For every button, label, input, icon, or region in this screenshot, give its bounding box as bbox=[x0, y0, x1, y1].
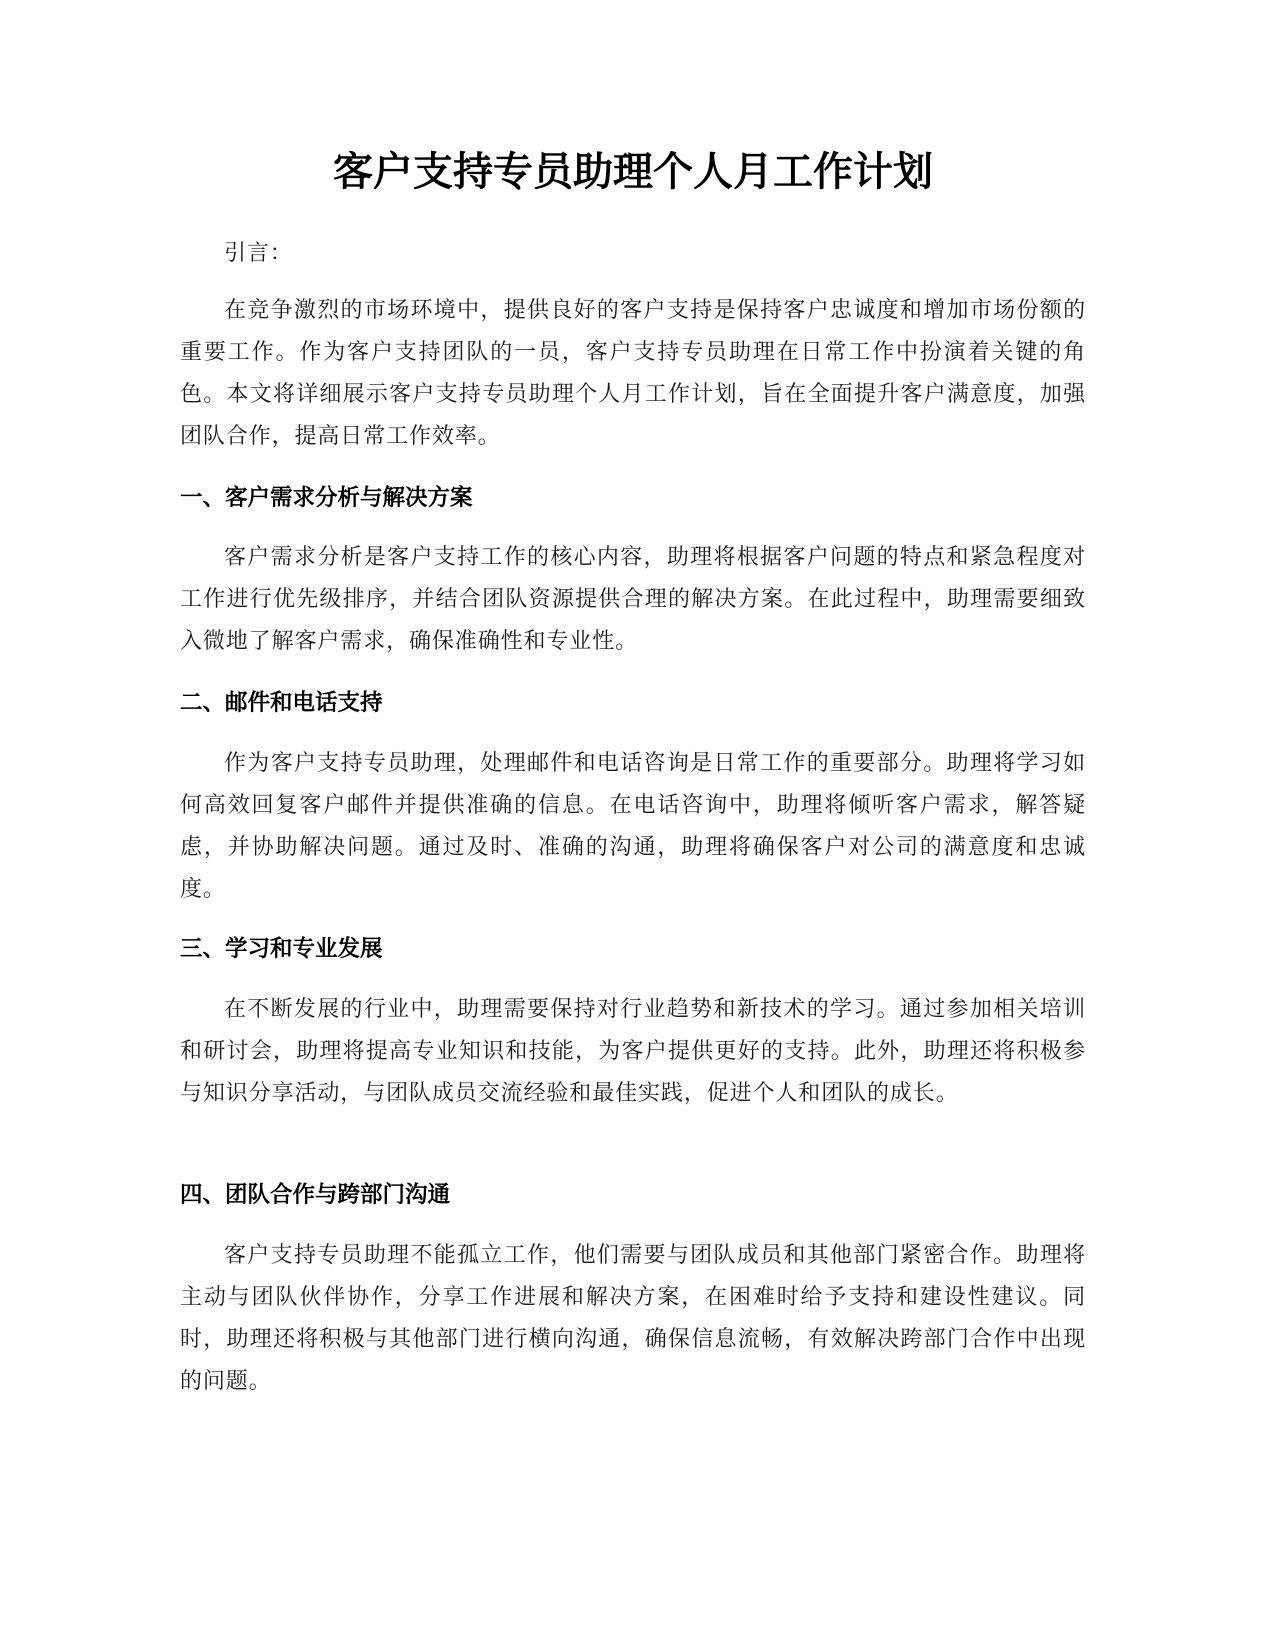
section-body-1: 客户需求分析是客户支持工作的核心内容，助理将根据客户问题的特点和紧急程度对工作进行优先级排序，并结合团队资源提供合理的解决方案。在此过程中，助理需要细致入微地了解客户需求，确保准确性和专业性。 bbox=[180, 545, 1086, 654]
document-page bbox=[180, 0, 1086, 1650]
intro-label: 引言： bbox=[224, 241, 293, 266]
section-body-4: 客户支持专员助理不能孤立工作，他们需要与团队成员和其他部门紧密合作。助理将主动与团队伙伴协作，分享工作进展和解决方案，在困难时给予支持和建设性建议。同时，助理还将积极与其他部门进行横向沟通，确保信息流畅，有效解决跨部门合作中出现的问题。 bbox=[180, 1243, 1086, 1394]
section-body-2: 作为客户支持专员助理，处理邮件和电话咨询是日常工作的重要部分。助理将学习如何高效回复客户邮件并提供准确的信息。在电话咨询中，助理将倾听客户需求，解答疑虑，并协助解决问题。通过及时、准确的沟通，助理将确保客户对公司的满意度和忠诚度。 bbox=[180, 751, 1086, 902]
document-title: 客户支持专员助理个人月工作计划 bbox=[333, 149, 933, 195]
section-heading-2: 二、邮件和电话支持 bbox=[180, 690, 383, 716]
section-heading-4: 四、团队合作与跨部门沟通 bbox=[180, 1182, 451, 1208]
section-heading-3: 三、学习和专业发展 bbox=[180, 936, 383, 962]
section-heading-1: 一、客户需求分析与解决方案 bbox=[180, 485, 473, 511]
section-body-3: 在不断发展的行业中，助理需要保持对行业趋势和新技术的学习。通过参加相关培训和研讨会，助理将提高专业知识和技能，为客户提供更好的支持。此外，助理还将积极参与知识分享活动，与团队成员交流经验和最佳实践，促进个人和团队的成长。 bbox=[180, 997, 1086, 1106]
intro-paragraph: 在竞争激烈的市场环境中，提供良好的客户支持是保持客户忠诚度和增加市场份额的重要工作。作为客户支持团队的一员，客户支持专员助理在日常工作中扮演着关键的角色。本文将详细展示客户支持专员助理个人月工作计划，旨在全面提升客户满意度，加强团队合作，提高日常工作效率。 bbox=[180, 298, 1086, 449]
